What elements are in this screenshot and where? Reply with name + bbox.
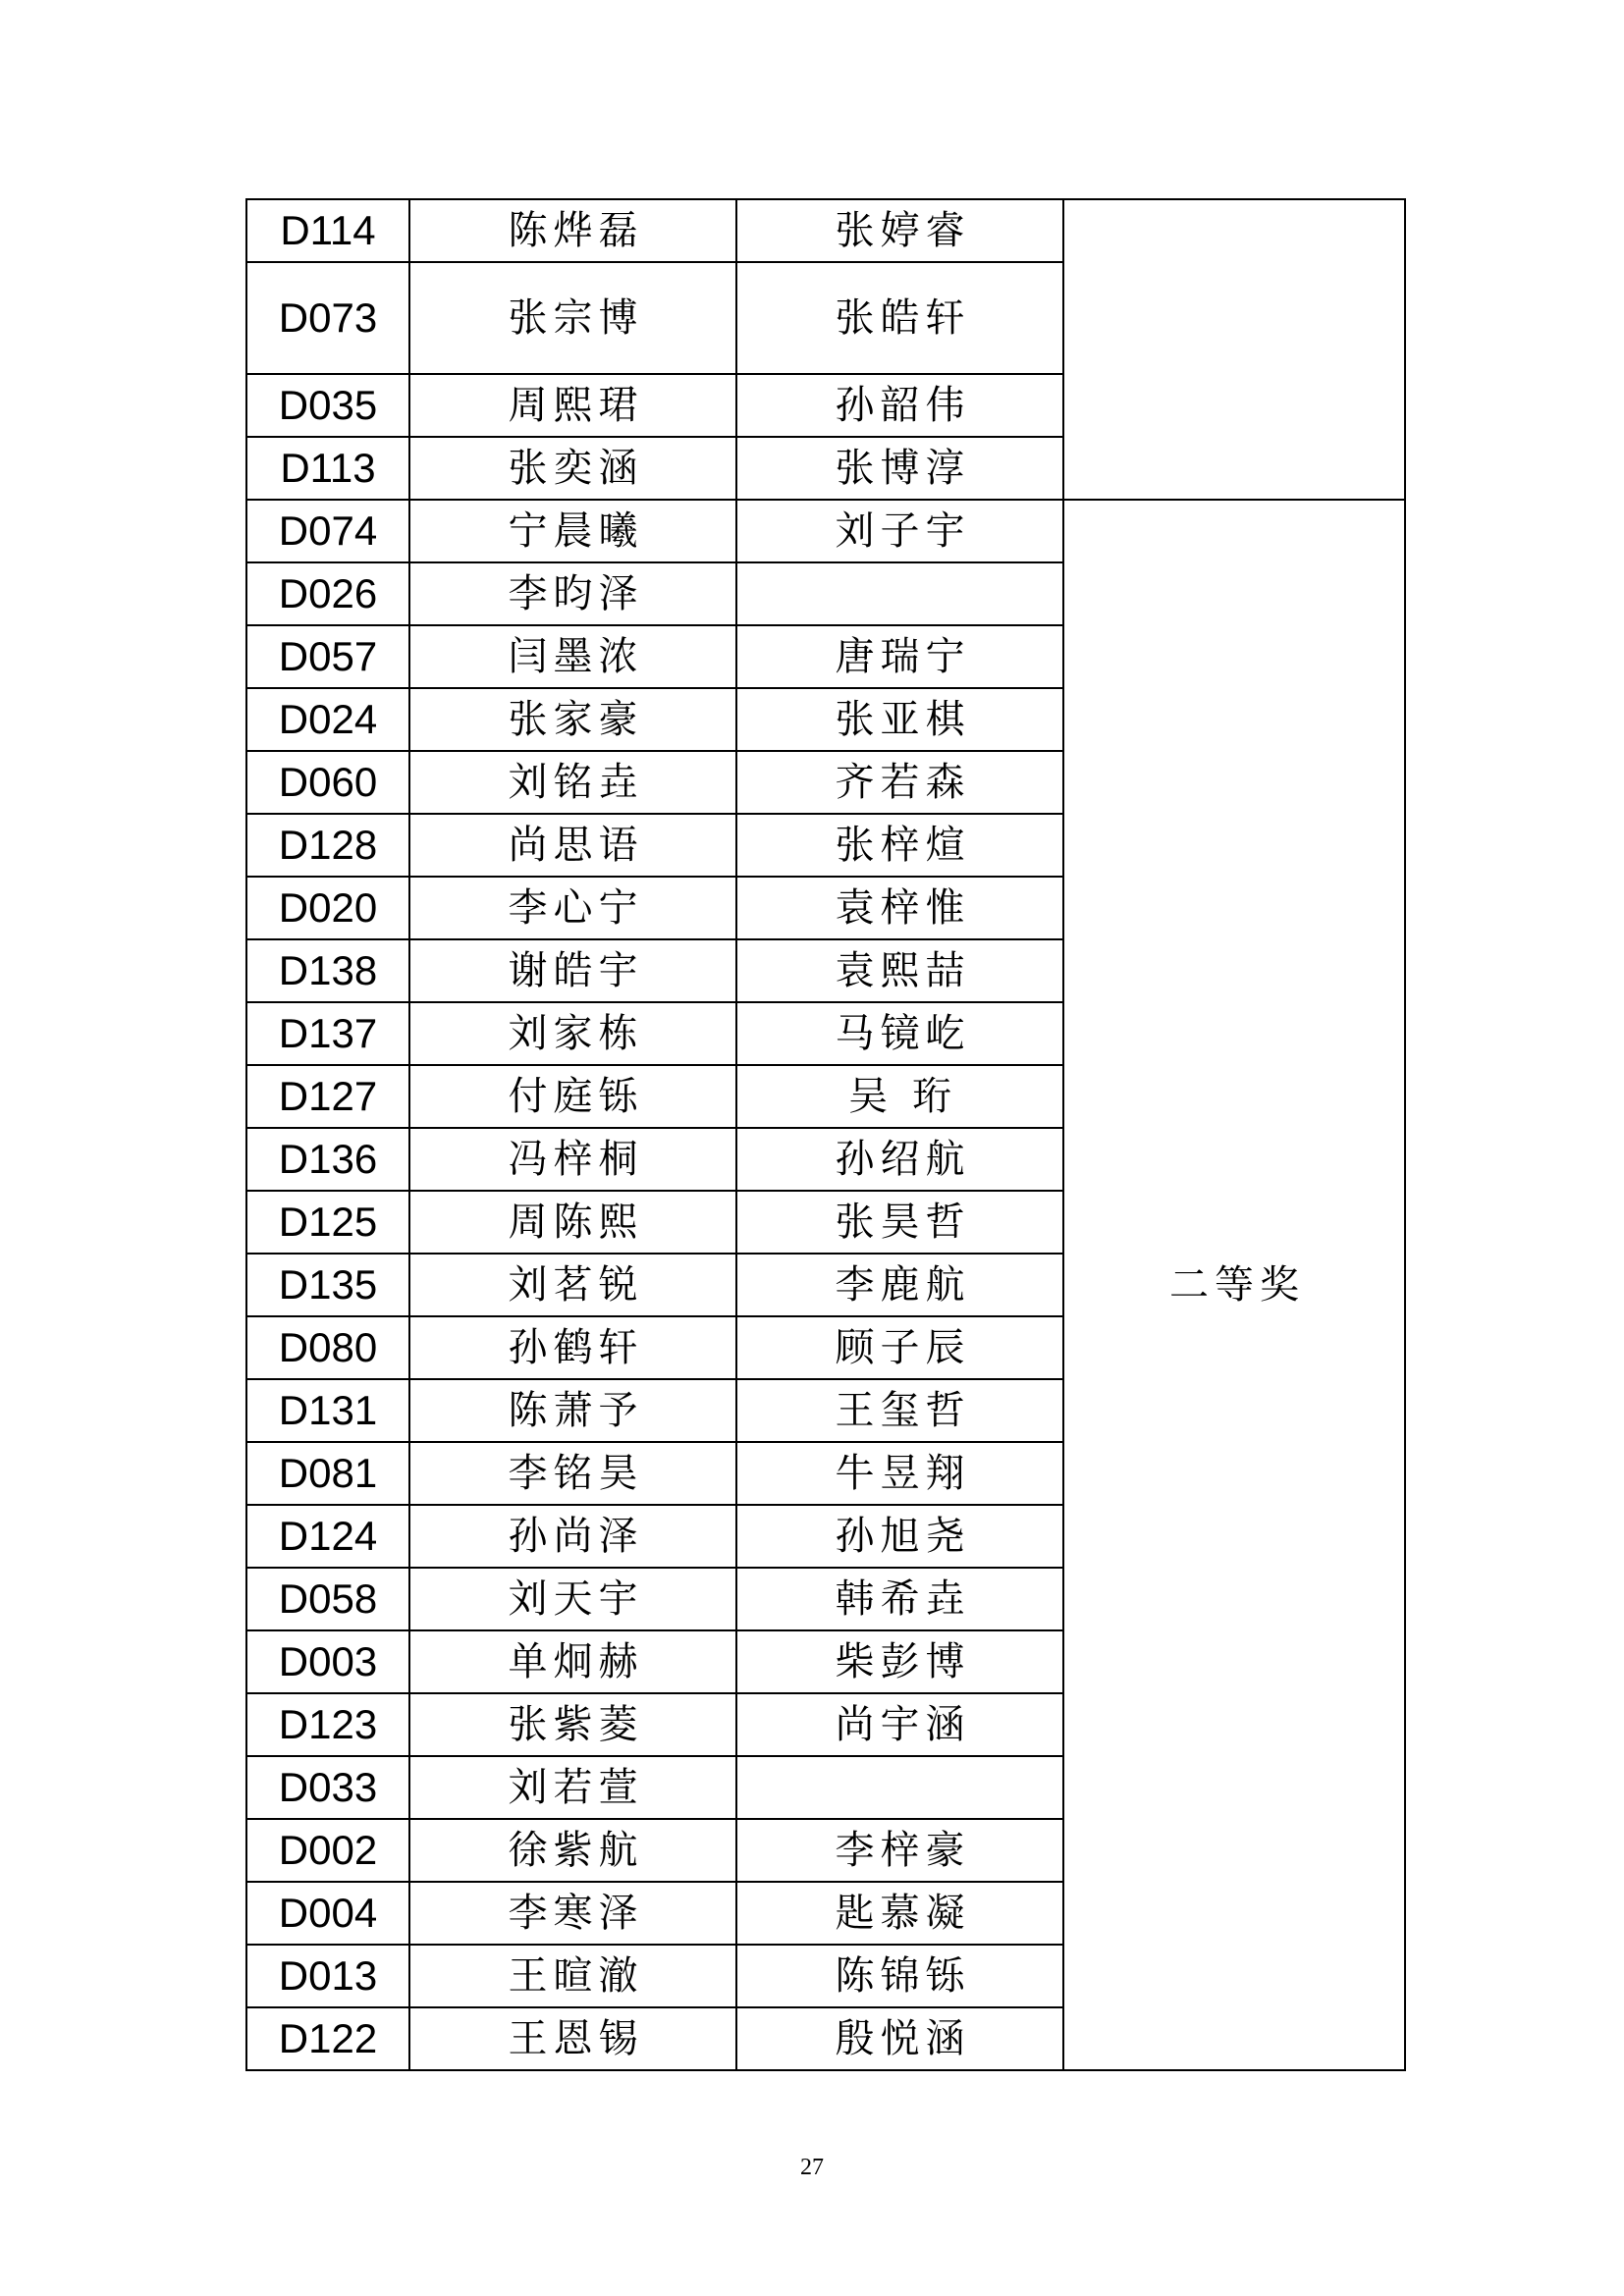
member-two-cell: 张昊哲 [736, 1191, 1063, 1254]
member-two-cell: 匙慕凝 [736, 1882, 1063, 1945]
member-two-cell: 袁熙喆 [736, 939, 1063, 1002]
member-two-cell: 唐瑞宁 [736, 625, 1063, 688]
member-two-cell [736, 562, 1063, 625]
team-code-cell: D073 [246, 262, 409, 374]
member-one-cell: 刘若萱 [409, 1756, 736, 1819]
member-two-cell: 刘子宇 [736, 500, 1063, 562]
team-code-cell: D035 [246, 374, 409, 437]
member-one-cell: 周熙珺 [409, 374, 736, 437]
member-one-cell: 李寒泽 [409, 1882, 736, 1945]
team-code-cell: D138 [246, 939, 409, 1002]
team-code-cell: D003 [246, 1630, 409, 1693]
team-code-cell: D020 [246, 877, 409, 939]
member-one-cell: 单炯赫 [409, 1630, 736, 1693]
member-one-cell: 刘天宇 [409, 1568, 736, 1630]
team-code-cell: D004 [246, 1882, 409, 1945]
team-code-cell: D127 [246, 1065, 409, 1128]
member-one-cell: 陈烨磊 [409, 199, 736, 262]
member-one-cell: 张紫菱 [409, 1693, 736, 1756]
award-table-body [246, 199, 1405, 2070]
member-two-cell: 吴 珩 [736, 1065, 1063, 1128]
member-one-cell: 李昀泽 [409, 562, 736, 625]
team-code-cell: D128 [246, 814, 409, 877]
team-code-cell: D033 [246, 1756, 409, 1819]
member-one-cell: 谢皓宇 [409, 939, 736, 1002]
member-two-cell [736, 1756, 1063, 1819]
member-two-cell: 袁梓惟 [736, 877, 1063, 939]
team-code-cell: D060 [246, 751, 409, 814]
member-one-cell: 孙尚泽 [409, 1505, 736, 1568]
team-code-cell: D123 [246, 1693, 409, 1756]
member-two-cell: 牛昱翔 [736, 1442, 1063, 1505]
member-two-cell: 李鹿航 [736, 1254, 1063, 1316]
member-one-cell: 李心宁 [409, 877, 736, 939]
table-row [246, 500, 1405, 562]
member-one-cell: 宁晨曦 [409, 500, 736, 562]
member-one-cell: 尚思语 [409, 814, 736, 877]
team-code-cell: D135 [246, 1254, 409, 1316]
team-code-cell: D137 [246, 1002, 409, 1065]
member-two-cell: 尚宇涵 [736, 1693, 1063, 1756]
team-code-cell: D080 [246, 1316, 409, 1379]
member-one-cell: 付庭铄 [409, 1065, 736, 1128]
team-code-cell: D113 [246, 437, 409, 500]
team-code-cell: D125 [246, 1191, 409, 1254]
member-two-cell: 柴彭博 [736, 1630, 1063, 1693]
member-two-cell: 孙旭尧 [736, 1505, 1063, 1568]
member-one-cell: 徐紫航 [409, 1819, 736, 1882]
member-one-cell: 刘铭垚 [409, 751, 736, 814]
team-code-cell: D013 [246, 1945, 409, 2007]
member-one-cell: 刘茗锐 [409, 1254, 736, 1316]
member-one-cell: 张奕涵 [409, 437, 736, 500]
member-two-cell: 李梓豪 [736, 1819, 1063, 1882]
member-two-cell: 张亚棋 [736, 688, 1063, 751]
member-one-cell: 周陈熙 [409, 1191, 736, 1254]
member-two-cell: 张皓轩 [736, 262, 1063, 374]
member-two-cell: 张婷睿 [736, 199, 1063, 262]
member-two-cell: 陈锦铄 [736, 1945, 1063, 2007]
award-level-cell: 二等奖 [1063, 500, 1405, 2070]
member-one-cell: 孙鹤轩 [409, 1316, 736, 1379]
member-one-cell: 张家豪 [409, 688, 736, 751]
member-one-cell: 陈萧予 [409, 1379, 736, 1442]
member-two-cell: 韩希垚 [736, 1568, 1063, 1630]
member-one-cell: 李铭昊 [409, 1442, 736, 1505]
award-table [245, 198, 1406, 2071]
member-one-cell: 刘家栋 [409, 1002, 736, 1065]
member-two-cell: 张博淳 [736, 437, 1063, 500]
team-code-cell: D081 [246, 1442, 409, 1505]
page-number: 27 [800, 2155, 824, 2180]
member-two-cell: 张梓煊 [736, 814, 1063, 877]
member-two-cell: 齐若森 [736, 751, 1063, 814]
member-one-cell: 王恩锡 [409, 2007, 736, 2070]
team-code-cell: D002 [246, 1819, 409, 1882]
member-two-cell: 顾子辰 [736, 1316, 1063, 1379]
member-two-cell: 马镜屹 [736, 1002, 1063, 1065]
member-two-cell: 孙韶伟 [736, 374, 1063, 437]
member-one-cell: 张宗博 [409, 262, 736, 374]
team-code-cell: D058 [246, 1568, 409, 1630]
member-one-cell: 闫墨浓 [409, 625, 736, 688]
member-two-cell: 孙绍航 [736, 1128, 1063, 1191]
table-row [246, 199, 1405, 262]
team-code-cell: D122 [246, 2007, 409, 2070]
award-level-cell [1063, 199, 1405, 500]
team-code-cell: D114 [246, 199, 409, 262]
team-code-cell: D124 [246, 1505, 409, 1568]
member-one-cell: 冯梓桐 [409, 1128, 736, 1191]
member-two-cell: 王玺哲 [736, 1379, 1063, 1442]
team-code-cell: D136 [246, 1128, 409, 1191]
team-code-cell: D026 [246, 562, 409, 625]
team-code-cell: D131 [246, 1379, 409, 1442]
member-two-cell: 殷悦涵 [736, 2007, 1063, 2070]
team-code-cell: D057 [246, 625, 409, 688]
team-code-cell: D024 [246, 688, 409, 751]
member-one-cell: 王暄澈 [409, 1945, 736, 2007]
team-code-cell: D074 [246, 500, 409, 562]
